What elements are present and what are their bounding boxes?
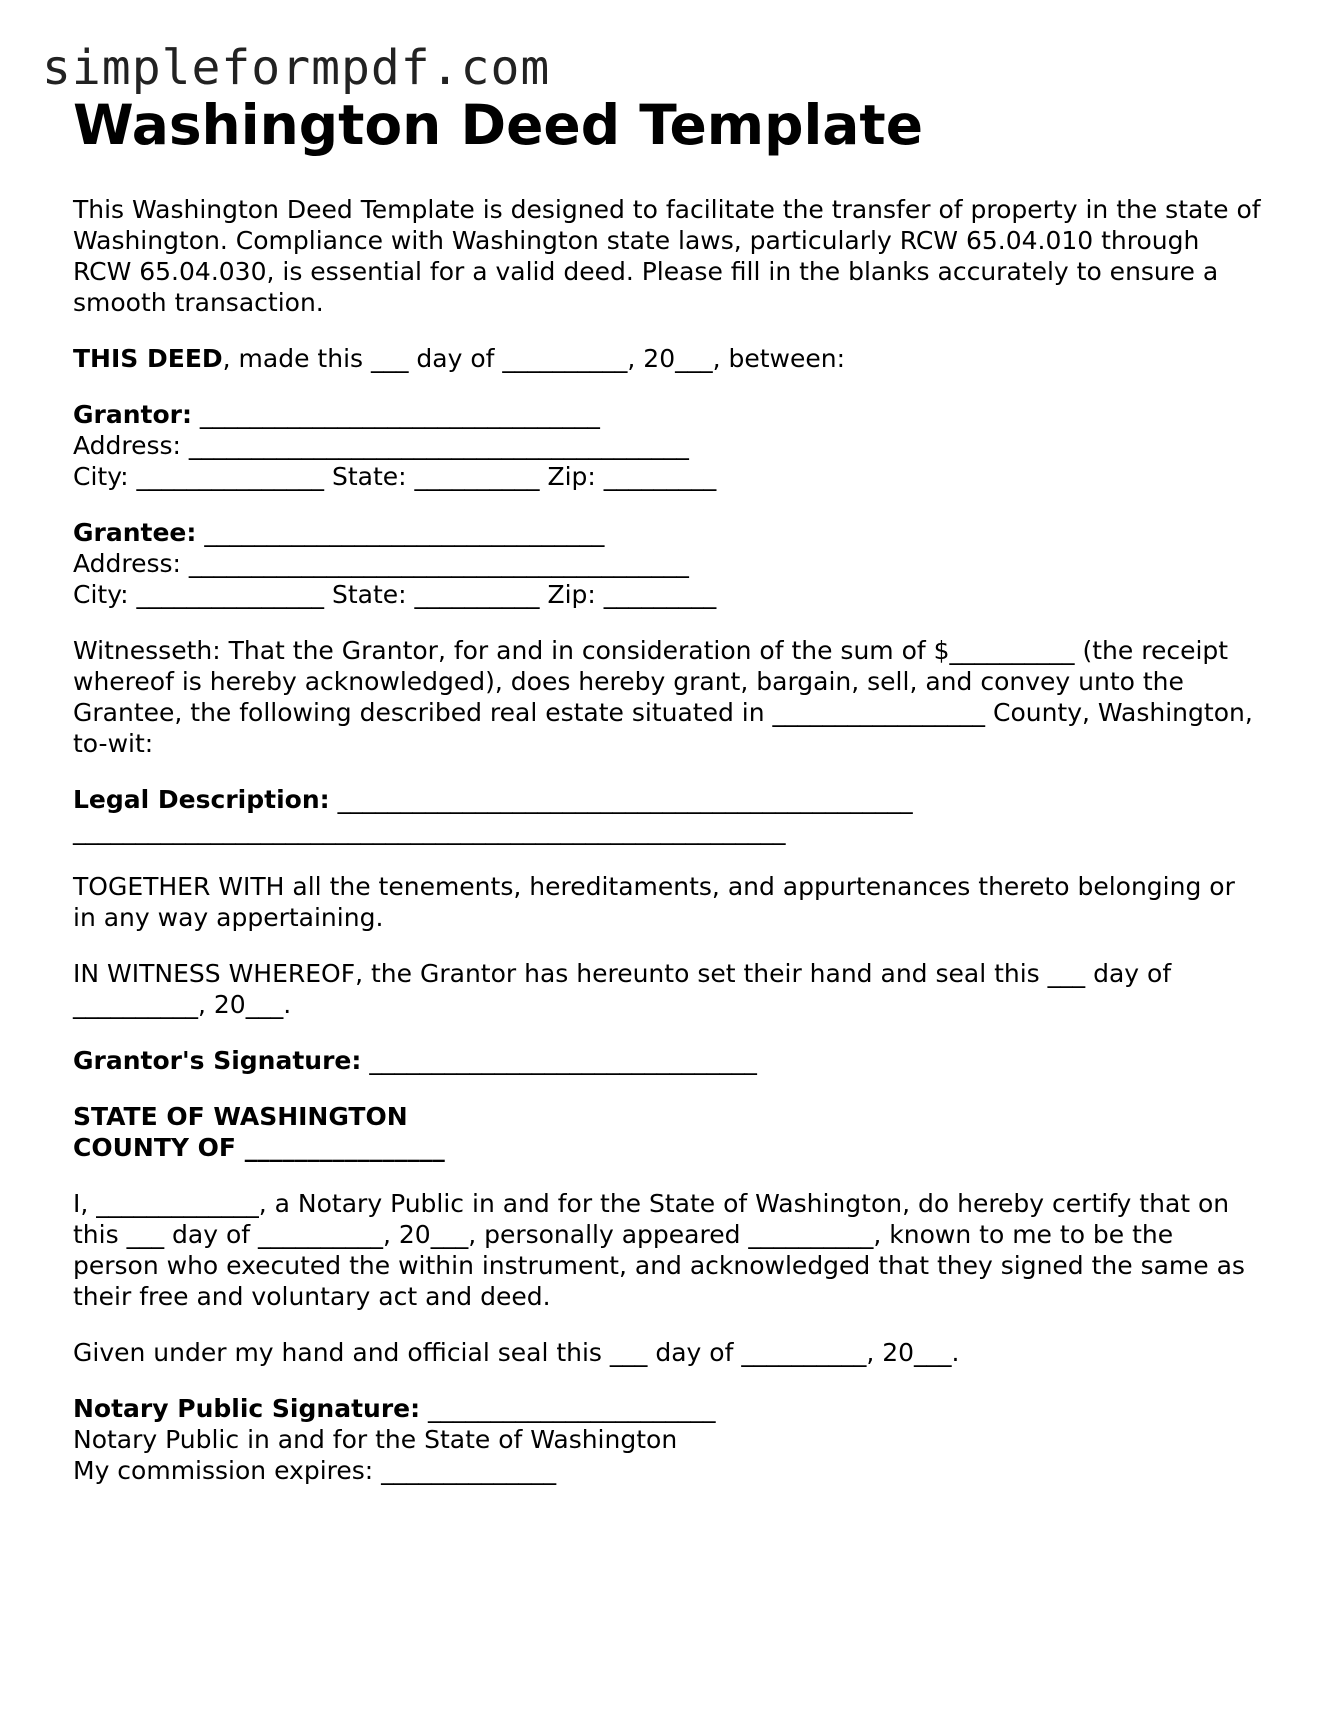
- page-title: Washington Deed Template: [73, 93, 924, 157]
- deed-label: THIS DEED: [73, 344, 223, 373]
- grantor-signature-line: [73, 1045, 1263, 1076]
- legal-description-blank-2[interactable]: _________________________________________________________: [73, 816, 786, 845]
- notary-commission-line[interactable]: My commission expires: ______________: [73, 1456, 557, 1485]
- notary-signature-label: Notary Public Signature:: [73, 1394, 421, 1423]
- in-witness-paragraph: IN WITNESS WHEREOF, the Grantor has hereunto set their hand and seal this ___ day of __________, 20___.: [73, 959, 1172, 1019]
- notary-signature-blank[interactable]: _______________________: [420, 1394, 716, 1423]
- deed-opening-text: , made this ___ day of __________, 20___, between:: [222, 344, 846, 373]
- grantor-address-line[interactable]: Address: ________________________________________: [73, 431, 689, 460]
- grantee-address-line[interactable]: Address: ________________________________________: [73, 549, 689, 578]
- grantor-name-blank[interactable]: ________________________________: [191, 400, 600, 429]
- deed-document: [73, 92, 1263, 1511]
- notary-body-paragraph: I, _____________, a Notary Public in and for the State of Washington, do hereby certify that on this ___ day of __________, 20___, personally appeared __________, known to me to be the person who executed the within instrument, and acknowledged that they signed the same as their free and voluntary act and deed.: [73, 1189, 1245, 1311]
- grantor-signature-label: Grantor's Signature:: [73, 1046, 362, 1075]
- grantor-name-line: [73, 399, 1263, 430]
- witnesseth-paragraph: Witnesseth: That the Grantor, for and in consideration of the sum of $__________ (the receipt whereof is hereby acknowledged), does hereby grant, bargain, sell, and convey unto the Grantee, the following described real estate situated in _________________ County, Washington, to-wit:: [73, 636, 1253, 758]
- notary-county-heading: COUNTY OF ________________: [73, 1133, 445, 1162]
- grantor-signature-blank[interactable]: _______________________________: [361, 1046, 757, 1075]
- legal-description-label: Legal Description:: [73, 785, 330, 814]
- notary-signature-block: [73, 1393, 1263, 1486]
- notary-subtitle: Notary Public in and for the State of Washington: [73, 1425, 678, 1454]
- deed-opening: [73, 343, 1263, 374]
- legal-description-blank-1[interactable]: ______________________________________________: [329, 785, 913, 814]
- grantor-label: Grantor:: [73, 400, 192, 429]
- grantee-block: [73, 517, 1263, 610]
- legal-description-line: [73, 784, 1263, 815]
- together-with-paragraph: TOGETHER WITH all the tenements, hereditaments, and appurtenances thereto belonging or in any way appertaining.: [73, 872, 1235, 932]
- notary-state-heading: STATE OF WASHINGTON: [73, 1102, 408, 1131]
- grantee-label: Grantee:: [73, 518, 197, 547]
- grantee-city-state-zip[interactable]: City: _______________ State: __________ Zip: _________: [73, 580, 717, 609]
- legal-description-block: [73, 784, 1263, 846]
- grantee-name-blank[interactable]: ________________________________: [196, 518, 605, 547]
- given-under-paragraph: Given under my hand and official seal this ___ day of __________, 20___.: [73, 1338, 960, 1367]
- intro-paragraph: This Washington Deed Template is designed to facilitate the transfer of property in the state of Washington. Compliance with Washington state laws, particularly RCW 65.04.010 through RCW 65.04.030, is essential for a valid deed. Please fill in the blanks accurately to ensure a smooth transaction.: [73, 195, 1261, 317]
- grantee-name-line: [73, 517, 1263, 548]
- notary-signature-line: [73, 1393, 1263, 1424]
- notary-header: [73, 1101, 1263, 1163]
- watermark-text: simpleformpdf.com: [42, 40, 551, 96]
- grantor-block: [73, 399, 1263, 492]
- grantor-city-state-zip[interactable]: City: _______________ State: __________ Zip: _________: [73, 462, 717, 491]
